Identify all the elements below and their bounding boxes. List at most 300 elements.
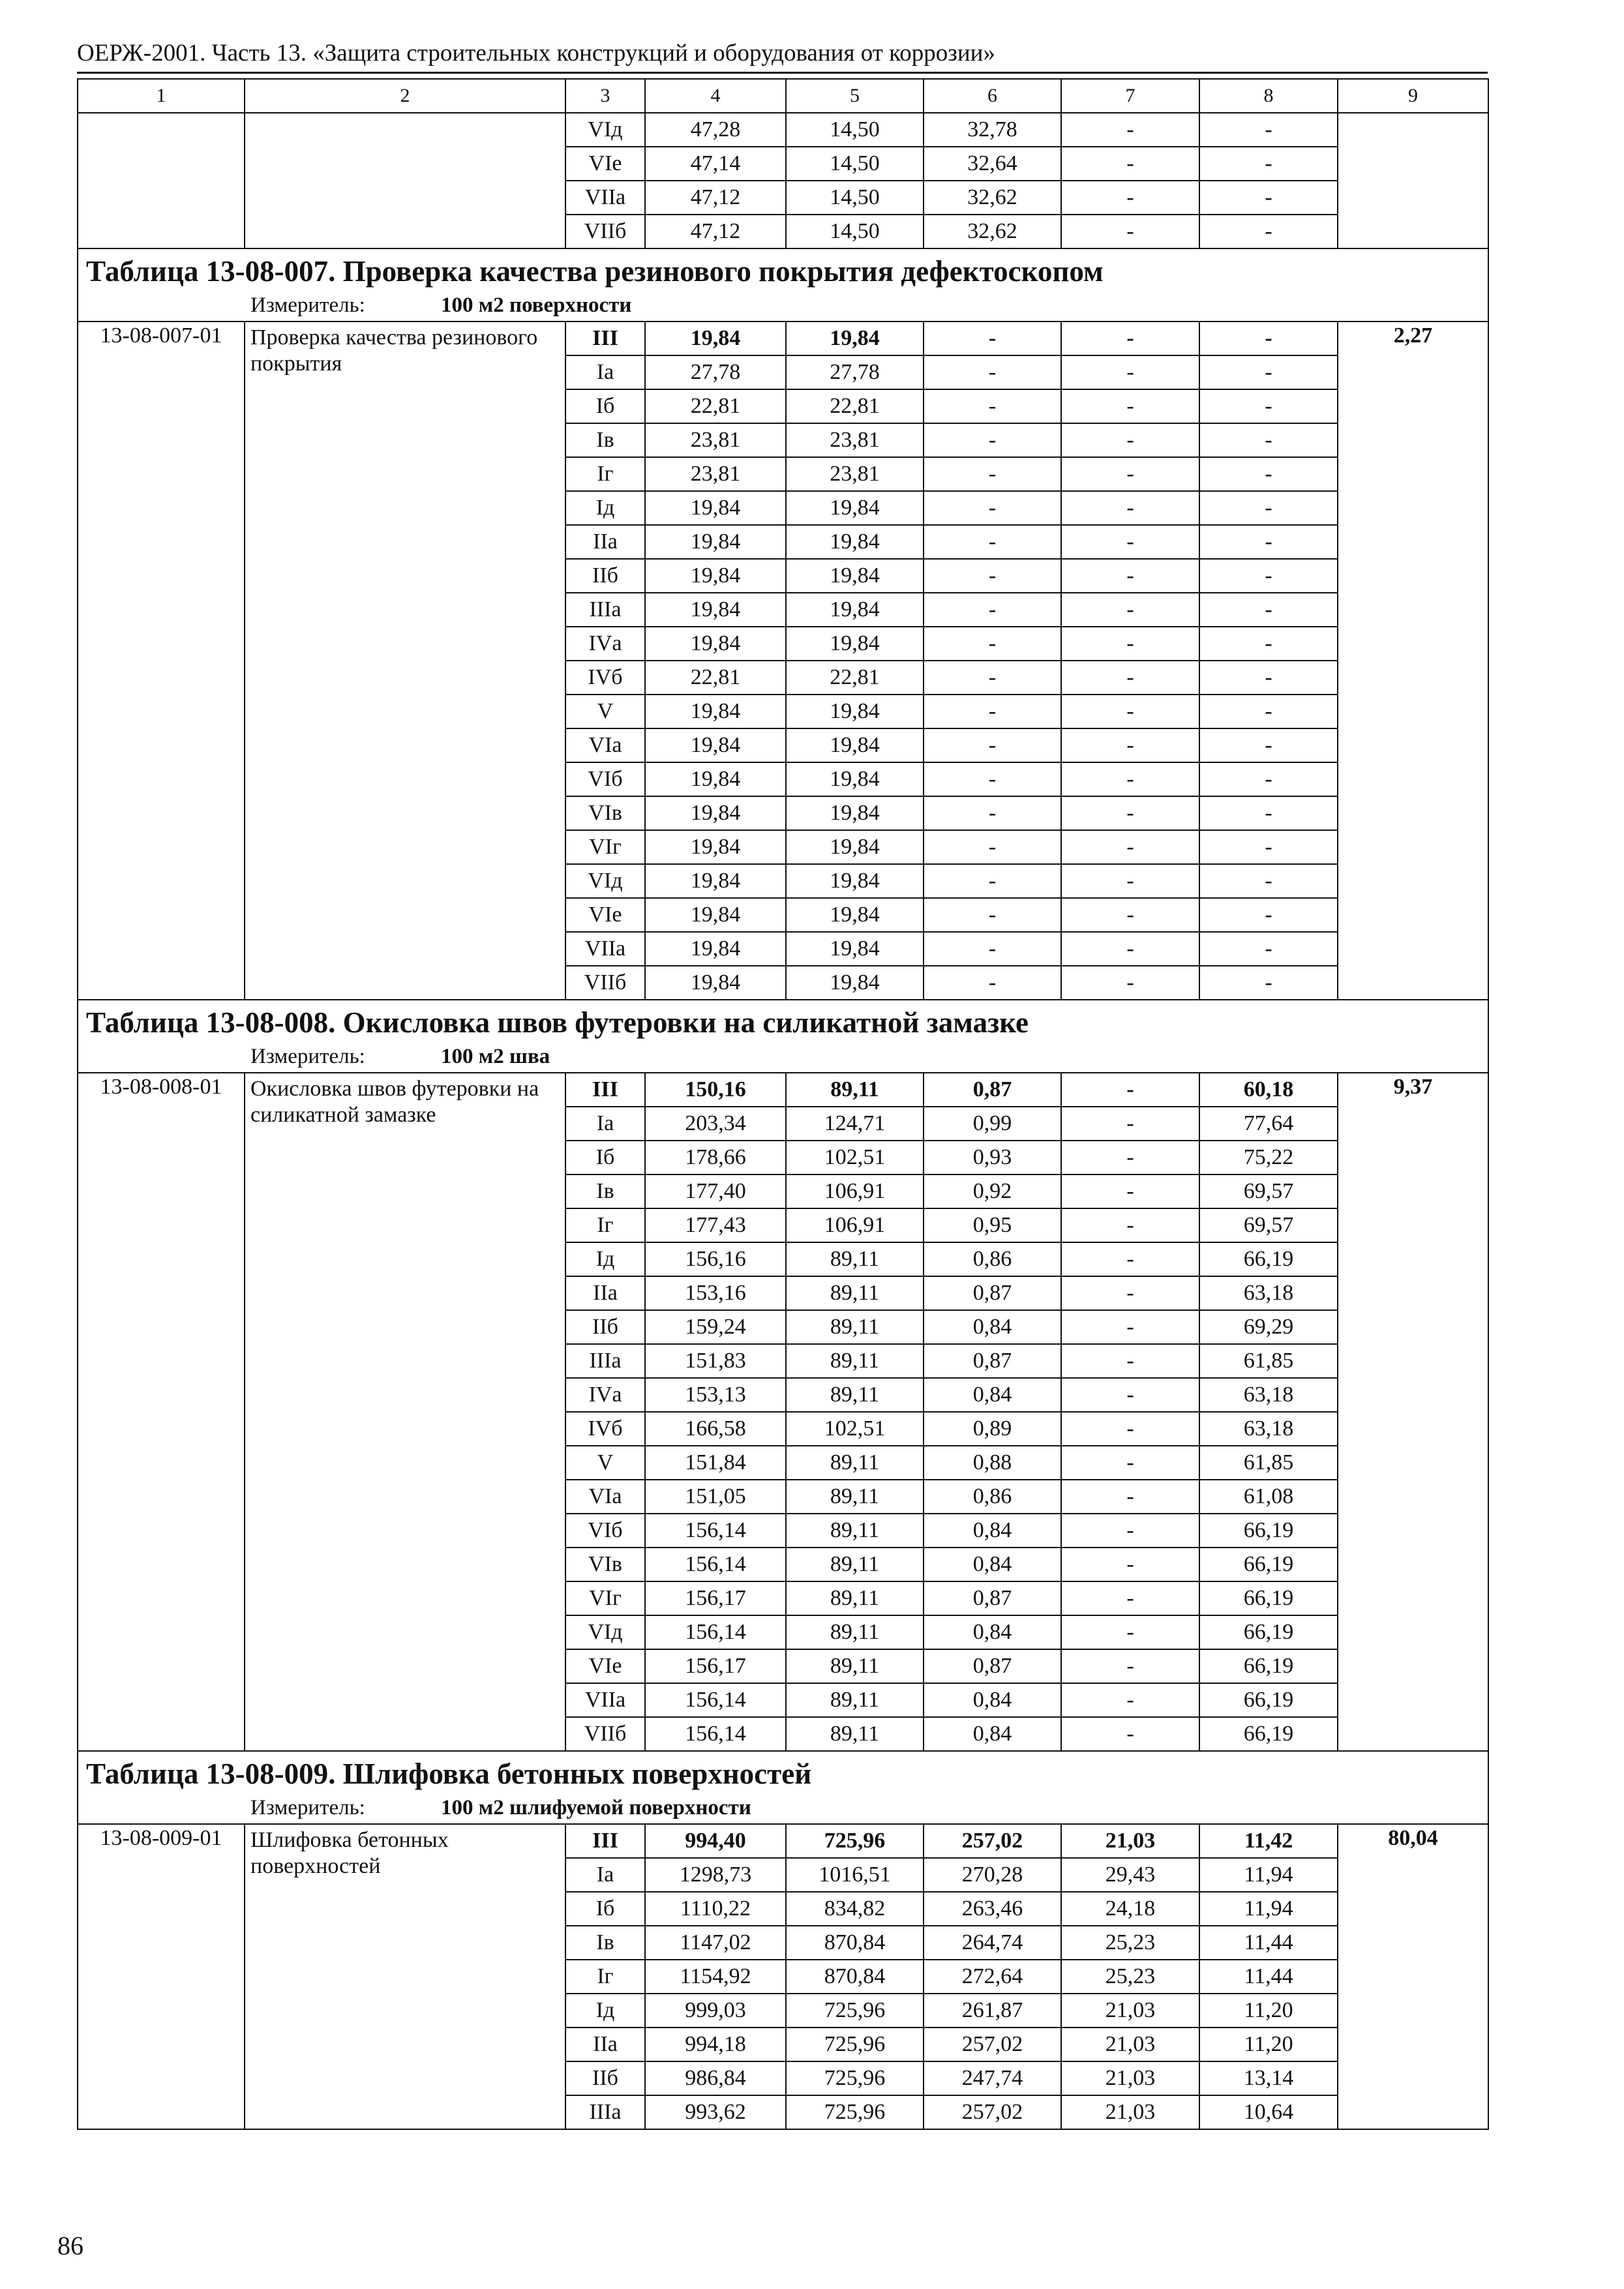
value-cell: 264,74 (924, 1926, 1061, 1960)
value-cell: VIб (565, 1514, 645, 1548)
value-cell: 19,84 (645, 728, 786, 762)
value-cell: V (565, 1446, 645, 1480)
value-cell: Iб (565, 1892, 645, 1926)
measure-line (78, 291, 1488, 321)
column-number: 5 (786, 79, 924, 113)
value-cell: 69,29 (1199, 1310, 1338, 1344)
value-cell: - (1061, 593, 1199, 627)
table-row (78, 1073, 1488, 1107)
value-cell: - (1199, 593, 1338, 627)
value-cell: - (1061, 1548, 1199, 1581)
value-cell: - (1061, 1242, 1199, 1276)
value-cell: 0,95 (924, 1208, 1061, 1242)
value-cell: 66,19 (1199, 1581, 1338, 1615)
value-cell: 63,18 (1199, 1378, 1338, 1412)
value-cell: 203,34 (645, 1107, 786, 1141)
value-cell: - (924, 423, 1061, 457)
value-cell: 10,64 (1199, 2095, 1338, 2129)
value-cell: IVа (565, 627, 645, 661)
value-cell: 13,14 (1199, 2061, 1338, 2095)
value-cell: 25,23 (1061, 1960, 1199, 1994)
value-cell: 19,84 (645, 695, 786, 728)
value-cell: 11,44 (1199, 1926, 1338, 1960)
value-cell: - (1061, 525, 1199, 559)
value-cell: 89,11 (786, 1615, 924, 1649)
value-cell: VIв (565, 796, 645, 830)
value-cell: 19,84 (786, 762, 924, 796)
value-cell: 870,84 (786, 1926, 924, 1960)
value-cell: VIIб (565, 215, 645, 248)
value-cell: 19,84 (786, 627, 924, 661)
value-cell: 270,28 (924, 1858, 1061, 1892)
value-cell: - (1061, 728, 1199, 762)
value-cell: Iа (565, 1107, 645, 1141)
value-cell: 725,96 (786, 2027, 924, 2061)
value-cell: - (1061, 1683, 1199, 1717)
value-cell: 156,14 (645, 1717, 786, 1751)
value-cell: 22,81 (786, 661, 924, 695)
value-cell: - (1199, 898, 1338, 932)
value-cell: 0,84 (924, 1310, 1061, 1344)
value-cell: VIе (565, 898, 645, 932)
value-cell: 19,84 (786, 796, 924, 830)
measure-line (78, 1793, 1488, 1823)
value-cell: IIIа (565, 1344, 645, 1378)
value-cell: - (924, 559, 1061, 593)
column-number: 3 (565, 79, 645, 113)
value-cell: 21,03 (1061, 1824, 1199, 1858)
value-cell: 19,84 (645, 830, 786, 864)
value-cell: 21,03 (1061, 2061, 1199, 2095)
value-cell: - (1199, 728, 1338, 762)
value-cell: Iг (565, 457, 645, 491)
description-cell: Проверка качества резинового покрытия (245, 322, 565, 1000)
value-cell: 23,81 (786, 423, 924, 457)
value-cell: 19,84 (645, 796, 786, 830)
value-cell: 0,86 (924, 1242, 1061, 1276)
value-cell: 1110,22 (645, 1892, 786, 1926)
column-number-row (78, 79, 1488, 113)
value-cell: 63,18 (1199, 1276, 1338, 1310)
weight-cell: 2,27 (1338, 322, 1488, 1000)
value-cell: 153,16 (645, 1276, 786, 1310)
value-cell: Iг (565, 1208, 645, 1242)
value-cell: VIа (565, 1480, 645, 1514)
value-cell: - (1199, 491, 1338, 525)
value-cell: - (924, 898, 1061, 932)
value-cell: 725,96 (786, 2061, 924, 2095)
value-cell: 156,14 (645, 1514, 786, 1548)
value-cell: 24,18 (1061, 1892, 1199, 1926)
value-cell: 19,84 (645, 593, 786, 627)
value-cell: - (1061, 1581, 1199, 1615)
value-cell: IIб (565, 559, 645, 593)
header-rule (77, 72, 1488, 74)
value-cell: 22,81 (645, 661, 786, 695)
value-cell: - (924, 932, 1061, 966)
value-cell: - (1061, 113, 1199, 147)
weight-cell (1338, 113, 1488, 248)
value-cell: 177,43 (645, 1208, 786, 1242)
value-cell: 66,19 (1199, 1683, 1338, 1717)
value-cell: 994,18 (645, 2027, 786, 2061)
value-cell: 19,84 (645, 932, 786, 966)
column-number: 4 (645, 79, 786, 113)
value-cell: VIг (565, 1581, 645, 1615)
value-cell: 870,84 (786, 1960, 924, 1994)
value-cell: IIа (565, 1276, 645, 1310)
value-cell: - (1061, 1107, 1199, 1141)
value-cell: 0,84 (924, 1683, 1061, 1717)
value-cell: Iд (565, 1242, 645, 1276)
value-cell: - (1061, 932, 1199, 966)
value-cell: VIIб (565, 1717, 645, 1751)
value-cell: - (924, 762, 1061, 796)
value-cell: - (1061, 1446, 1199, 1480)
value-cell: - (1061, 1717, 1199, 1751)
value-cell: - (1061, 1615, 1199, 1649)
value-cell: 0,93 (924, 1141, 1061, 1174)
value-cell: 0,88 (924, 1446, 1061, 1480)
code-cell (78, 113, 245, 248)
value-cell: 89,11 (786, 1446, 924, 1480)
value-cell: 21,03 (1061, 1994, 1199, 2027)
value-cell: - (1061, 559, 1199, 593)
value-cell: 150,16 (645, 1073, 786, 1107)
table-title: Таблица 13-08-008. Окисловка швов футеровки на силикатной замазке (86, 1006, 1029, 1039)
value-cell: 32,62 (924, 215, 1061, 248)
value-cell: 151,05 (645, 1480, 786, 1514)
table-title-cell (78, 248, 1488, 322)
value-cell: VIе (565, 147, 645, 181)
value-cell: - (924, 796, 1061, 830)
table-title-row (78, 248, 1488, 322)
value-cell: Iб (565, 389, 645, 423)
weight-cell: 9,37 (1338, 1073, 1488, 1751)
table-body (78, 79, 1488, 2129)
value-cell: 66,19 (1199, 1615, 1338, 1649)
value-cell: VIе (565, 1649, 645, 1683)
value-cell: 89,11 (786, 1310, 924, 1344)
value-cell: 89,11 (786, 1276, 924, 1310)
value-cell: 1154,92 (645, 1960, 786, 1994)
code-cell: 13-08-009-01 (78, 1824, 245, 2129)
value-cell: - (924, 966, 1061, 1000)
column-number: 2 (245, 79, 565, 113)
value-cell: 19,84 (645, 864, 786, 898)
value-cell: 22,81 (786, 389, 924, 423)
table-row (78, 1824, 1488, 1858)
value-cell: - (924, 661, 1061, 695)
value-cell: 0,84 (924, 1717, 1061, 1751)
value-cell: 69,57 (1199, 1208, 1338, 1242)
measure-label: Измеритель: (250, 1045, 365, 1068)
value-cell: - (1061, 181, 1199, 215)
value-cell: - (1199, 423, 1338, 457)
value-cell: 11,94 (1199, 1858, 1338, 1892)
value-cell: 156,14 (645, 1548, 786, 1581)
value-cell: - (1199, 389, 1338, 423)
code-cell: 13-08-008-01 (78, 1073, 245, 1751)
value-cell: - (1061, 762, 1199, 796)
value-cell: - (1061, 147, 1199, 181)
value-cell: 47,12 (645, 181, 786, 215)
value-cell: - (924, 593, 1061, 627)
column-number: 9 (1338, 79, 1488, 113)
value-cell: 159,24 (645, 1310, 786, 1344)
value-cell: 19,84 (786, 932, 924, 966)
value-cell: 75,22 (1199, 1141, 1338, 1174)
value-cell: 21,03 (1061, 2095, 1199, 2129)
value-cell: IIб (565, 1310, 645, 1344)
value-cell: - (1061, 627, 1199, 661)
value-cell: - (1199, 215, 1338, 248)
value-cell: 66,19 (1199, 1649, 1338, 1683)
value-cell: III (565, 1824, 645, 1858)
value-cell: 261,87 (924, 1994, 1061, 2027)
value-cell: 0,84 (924, 1615, 1061, 1649)
value-cell: 89,11 (786, 1073, 924, 1107)
value-cell: 19,84 (645, 762, 786, 796)
value-cell: 19,84 (786, 864, 924, 898)
value-cell: IIIа (565, 2095, 645, 2129)
value-cell: Iб (565, 1141, 645, 1174)
value-cell: 0,87 (924, 1073, 1061, 1107)
value-cell: - (1061, 1073, 1199, 1107)
value-cell: 19,84 (786, 898, 924, 932)
value-cell: - (1061, 457, 1199, 491)
value-cell: 77,64 (1199, 1107, 1338, 1141)
value-cell: 156,17 (645, 1581, 786, 1615)
value-cell: IVа (565, 1378, 645, 1412)
value-cell: 1147,02 (645, 1926, 786, 1960)
table-title-cell (78, 1751, 1488, 1824)
value-cell: 32,64 (924, 147, 1061, 181)
value-cell: 986,84 (645, 2061, 786, 2095)
value-cell: - (1061, 491, 1199, 525)
value-cell: 994,40 (645, 1824, 786, 1858)
value-cell: 0,89 (924, 1412, 1061, 1446)
value-cell: VIIа (565, 1683, 645, 1717)
value-cell: 23,81 (645, 457, 786, 491)
value-cell: 102,51 (786, 1412, 924, 1446)
value-cell: - (924, 525, 1061, 559)
value-cell: 11,94 (1199, 1892, 1338, 1926)
value-cell: - (1199, 762, 1338, 796)
value-cell: - (1061, 695, 1199, 728)
table-title-row (78, 1751, 1488, 1824)
value-cell: IIа (565, 525, 645, 559)
value-cell: 11,44 (1199, 1960, 1338, 1994)
value-cell: - (1061, 661, 1199, 695)
value-cell: 0,99 (924, 1107, 1061, 1141)
value-cell: 14,50 (786, 215, 924, 248)
value-cell: IVб (565, 661, 645, 695)
value-cell: - (1061, 1344, 1199, 1378)
value-cell: 19,84 (786, 559, 924, 593)
value-cell: 66,19 (1199, 1514, 1338, 1548)
value-cell: 47,28 (645, 113, 786, 147)
value-cell: 106,91 (786, 1174, 924, 1208)
value-cell: 89,11 (786, 1344, 924, 1378)
value-cell: 725,96 (786, 1994, 924, 2027)
value-cell: 89,11 (786, 1581, 924, 1615)
value-cell: 47,14 (645, 147, 786, 181)
table-title-cell (78, 1000, 1488, 1073)
value-cell: 19,84 (645, 966, 786, 1000)
value-cell: 178,66 (645, 1141, 786, 1174)
value-cell: - (1199, 796, 1338, 830)
value-cell: 89,11 (786, 1480, 924, 1514)
value-cell: 156,14 (645, 1683, 786, 1717)
value-cell: 66,19 (1199, 1548, 1338, 1581)
value-cell: 89,11 (786, 1548, 924, 1581)
value-cell: - (1199, 864, 1338, 898)
weight-cell: 80,04 (1338, 1824, 1488, 2129)
value-cell: 32,78 (924, 113, 1061, 147)
value-cell: - (1061, 1141, 1199, 1174)
value-cell: IVб (565, 1412, 645, 1446)
table-row (78, 113, 1488, 147)
value-cell: - (1061, 1412, 1199, 1446)
description-cell: Окисловка швов футеровки на силикатной замазке (245, 1073, 565, 1751)
value-cell: 999,03 (645, 1994, 786, 2027)
value-cell: Iг (565, 1960, 645, 1994)
value-cell: - (1061, 1174, 1199, 1208)
value-cell: 0,86 (924, 1480, 1061, 1514)
value-cell: 1016,51 (786, 1858, 924, 1892)
value-cell: 19,84 (645, 322, 786, 355)
value-cell: 89,11 (786, 1242, 924, 1276)
value-cell: - (924, 457, 1061, 491)
code-cell: 13-08-007-01 (78, 322, 245, 1000)
value-cell: - (1199, 181, 1338, 215)
value-cell: 60,18 (1199, 1073, 1338, 1107)
value-cell: 156,16 (645, 1242, 786, 1276)
value-cell: - (924, 695, 1061, 728)
column-number: 1 (78, 79, 245, 113)
value-cell: 66,19 (1199, 1717, 1338, 1751)
value-cell: 89,11 (786, 1683, 924, 1717)
value-cell: 19,84 (645, 559, 786, 593)
value-cell: - (1061, 1378, 1199, 1412)
value-cell: 25,23 (1061, 1926, 1199, 1960)
value-cell: - (1199, 661, 1338, 695)
value-cell: - (1199, 830, 1338, 864)
value-cell: 19,84 (645, 627, 786, 661)
value-cell: 725,96 (786, 1824, 924, 1858)
value-cell: 124,71 (786, 1107, 924, 1141)
value-cell: 19,84 (786, 830, 924, 864)
value-cell: - (1199, 525, 1338, 559)
value-cell: 19,84 (645, 525, 786, 559)
value-cell: 21,03 (1061, 2027, 1199, 2061)
value-cell: 247,74 (924, 2061, 1061, 2095)
value-cell: 61,85 (1199, 1446, 1338, 1480)
value-cell: - (1199, 932, 1338, 966)
value-cell: - (924, 389, 1061, 423)
column-number: 7 (1061, 79, 1199, 113)
value-cell: VIа (565, 728, 645, 762)
table-title-row (78, 1000, 1488, 1073)
value-cell: IIIа (565, 593, 645, 627)
value-cell: 257,02 (924, 2027, 1061, 2061)
value-cell: 19,84 (786, 695, 924, 728)
value-cell: - (1199, 627, 1338, 661)
value-cell: 89,11 (786, 1717, 924, 1751)
value-cell: 19,84 (645, 491, 786, 525)
value-cell: 177,40 (645, 1174, 786, 1208)
value-cell: - (1199, 966, 1338, 1000)
value-cell: Iв (565, 423, 645, 457)
value-cell: 0,84 (924, 1378, 1061, 1412)
value-cell: 61,08 (1199, 1480, 1338, 1514)
value-cell: 11,20 (1199, 2027, 1338, 2061)
value-cell: 19,84 (786, 728, 924, 762)
value-cell: 263,46 (924, 1892, 1061, 1926)
value-cell: IIб (565, 2061, 645, 2095)
value-cell: - (1199, 113, 1338, 147)
value-cell: - (924, 322, 1061, 355)
value-cell: - (1199, 322, 1338, 355)
value-cell: VIб (565, 762, 645, 796)
measure-value: 100 м2 шва (441, 1045, 550, 1068)
value-cell: III (565, 1073, 645, 1107)
column-number: 6 (924, 79, 1061, 113)
value-cell: 23,81 (786, 457, 924, 491)
value-cell: - (1061, 1514, 1199, 1548)
value-cell: 993,62 (645, 2095, 786, 2129)
value-cell: - (1061, 423, 1199, 457)
value-cell: - (1061, 1649, 1199, 1683)
value-cell: 11,20 (1199, 1994, 1338, 2027)
value-cell: 0,84 (924, 1514, 1061, 1548)
value-cell: 19,84 (786, 593, 924, 627)
value-cell: 257,02 (924, 1824, 1061, 1858)
value-cell: 0,87 (924, 1581, 1061, 1615)
value-cell: 89,11 (786, 1378, 924, 1412)
value-cell: 19,84 (786, 322, 924, 355)
value-cell: - (1061, 796, 1199, 830)
value-cell: 14,50 (786, 113, 924, 147)
value-cell: - (1061, 215, 1199, 248)
value-cell: 19,84 (786, 525, 924, 559)
value-cell: Iа (565, 1858, 645, 1892)
value-cell: 725,96 (786, 2095, 924, 2129)
value-cell: 0,92 (924, 1174, 1061, 1208)
value-cell: 0,87 (924, 1276, 1061, 1310)
value-cell: 272,64 (924, 1960, 1061, 1994)
measure-label: Измеритель: (250, 1796, 365, 1819)
value-cell: - (1061, 864, 1199, 898)
value-cell: 23,81 (645, 423, 786, 457)
value-cell: - (1199, 559, 1338, 593)
measure-value: 100 м2 поверхности (441, 293, 632, 317)
value-cell: VIв (565, 1548, 645, 1581)
table-title: Таблица 13-08-009. Шлифовка бетонных поверхностей (86, 1758, 812, 1790)
value-cell: Iа (565, 355, 645, 389)
value-cell: 1298,73 (645, 1858, 786, 1892)
value-cell: - (924, 627, 1061, 661)
value-cell: - (1061, 898, 1199, 932)
column-number: 8 (1199, 79, 1338, 113)
value-cell: 19,84 (786, 491, 924, 525)
description-cell: Шлифовка бетонных поверхностей (245, 1824, 565, 2129)
value-cell: 32,62 (924, 181, 1061, 215)
value-cell: 69,57 (1199, 1174, 1338, 1208)
value-cell: 151,84 (645, 1446, 786, 1480)
value-cell: 834,82 (786, 1892, 924, 1926)
